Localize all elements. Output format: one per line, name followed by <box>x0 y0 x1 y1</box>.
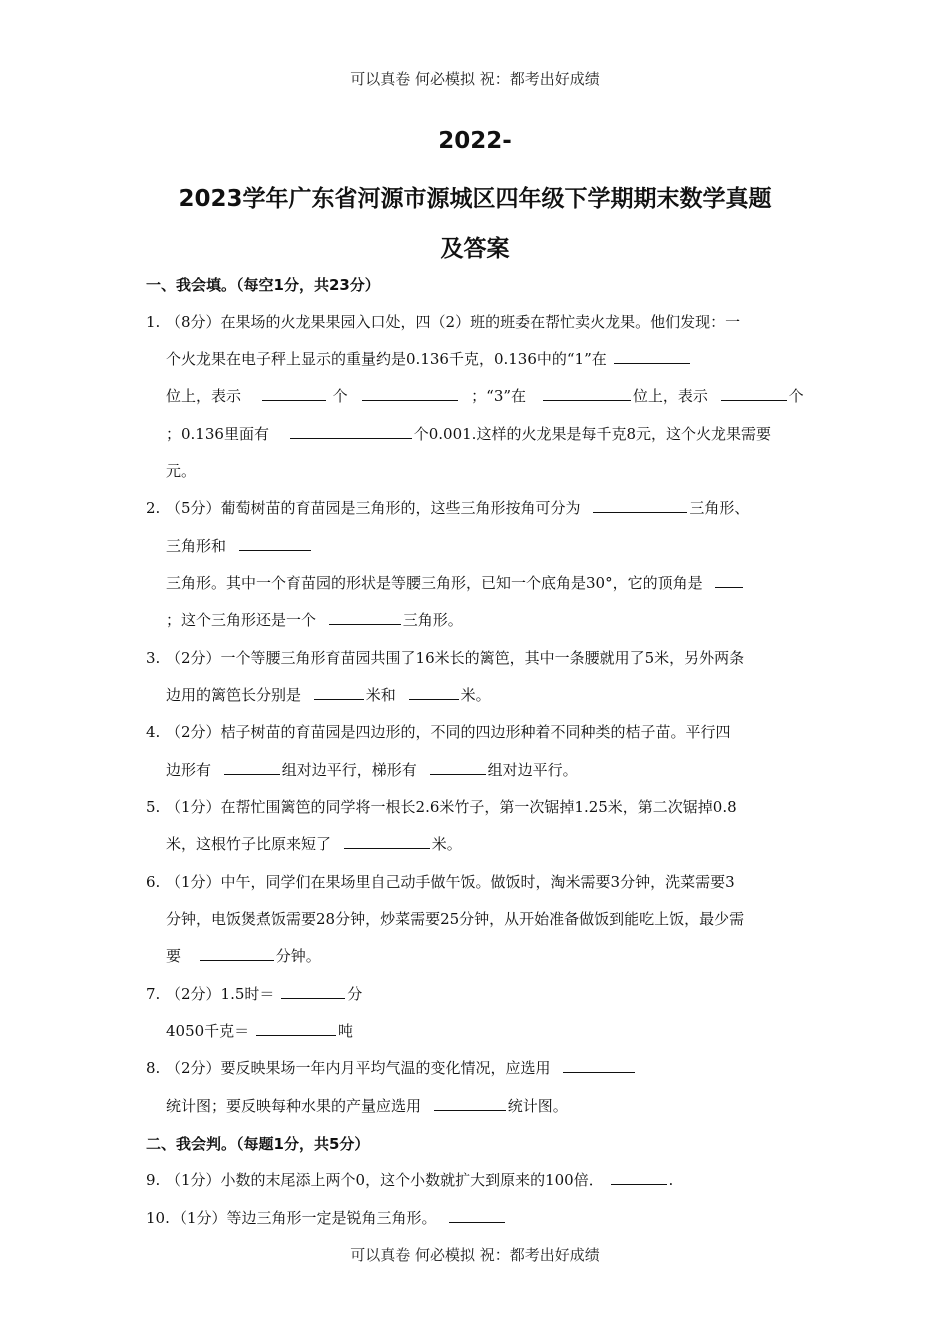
q2-text: 三角形。 <box>402 611 463 629</box>
answer-blank[interactable] <box>344 834 430 849</box>
question-8 <box>146 1058 637 1078</box>
q1-line-4 <box>166 424 771 444</box>
q2-line-3 <box>166 573 745 593</box>
section-2-heading: 二、我会判。（每题1分，共5分） <box>146 1135 370 1153</box>
q1-line-5: 元。 <box>166 462 197 480</box>
q6-text: （1分）中午，同学们在果场里自己动手做午饭。做饭时，淘米需要3分钟，洗菜需要3 <box>166 873 735 891</box>
q1-text: 位上，表示 <box>166 387 242 405</box>
question-number: 1. <box>146 313 161 331</box>
question-4 <box>146 722 731 742</box>
question-number: 8. <box>146 1059 161 1077</box>
q1-text: 个0.001.这样的火龙果是每千克8元，这个火龙果需要 <box>413 425 771 443</box>
q4-text: 组对边平行。 <box>487 761 578 779</box>
question-6 <box>146 872 735 892</box>
question-number: 6. <box>146 873 161 891</box>
q7-text: （2分）1.5时＝ <box>166 985 275 1003</box>
answer-blank[interactable] <box>239 536 311 551</box>
q3-line-2 <box>166 685 491 705</box>
q1-text: 位上，表示 <box>632 387 708 405</box>
q7-text: 吨 <box>337 1022 353 1040</box>
q2-line-4 <box>166 610 463 630</box>
q3-text: 米。 <box>460 686 491 704</box>
question-2 <box>146 498 749 518</box>
question-number: 9. <box>146 1171 161 1189</box>
q1-line-3 <box>166 386 804 406</box>
question-9 <box>146 1170 673 1190</box>
answer-blank[interactable] <box>721 386 787 401</box>
q2-text: 三角形。其中一个育苗园的形状是等腰三角形，已知一个底角是30°，它的顶角是 <box>166 574 703 592</box>
answer-blank[interactable] <box>434 1096 506 1111</box>
q7-text: 分 <box>347 985 363 1003</box>
question-number: 3. <box>146 649 161 667</box>
title-line-3: 及答案 <box>440 236 510 262</box>
q1-text: ；0.136里面有 <box>166 425 269 443</box>
answer-blank[interactable] <box>290 424 412 439</box>
answer-blank[interactable] <box>281 984 345 999</box>
q1-line-1: （8分）在果场的火龙果果园入口处，四（2）班的班委在帮忙卖火龙果。他们发现：一 <box>166 313 741 331</box>
question-number: 5. <box>146 798 161 816</box>
answer-blank[interactable] <box>563 1058 635 1073</box>
q3-text: 边用的篱笆长分别是 <box>166 686 302 704</box>
answer-blank[interactable] <box>614 349 690 364</box>
q2-text: 三角形、 <box>689 499 750 517</box>
q3-text: （2分）一个等腰三角形育苗园共围了16米长的篱笆，其中一条腰就用了5米，另外两条 <box>166 649 745 667</box>
answer-blank[interactable] <box>715 573 743 588</box>
q4-text: 边形有 <box>166 761 212 779</box>
q6-text: 分钟。 <box>275 947 321 965</box>
q1-line-2 <box>166 349 692 369</box>
q1-text: ；“3”在 <box>471 387 527 405</box>
answer-blank[interactable] <box>409 685 459 700</box>
question-5 <box>146 797 737 817</box>
q5-text: 米，这根竹子比原来短了 <box>166 835 332 853</box>
answer-blank[interactable] <box>593 498 687 513</box>
q5-line-2 <box>166 834 462 854</box>
q3-text: 米和 <box>365 686 396 704</box>
question-3 <box>146 648 744 668</box>
q5-text: （1分）在帮忙围篱笆的同学将一根长2.6米竹子，第一次锯掉1.25米，第二次锯掉0.8 <box>166 798 737 816</box>
answer-blank[interactable] <box>314 685 364 700</box>
q4-text: 组对边平行，梯形有 <box>281 761 417 779</box>
q5-text: 米。 <box>431 835 462 853</box>
q6-text: 要 <box>166 947 182 965</box>
q7-text: 4050千克＝ <box>166 1022 250 1040</box>
answer-blank[interactable] <box>224 760 280 775</box>
section-1-heading: 一、我会填。（每空1分，共23分） <box>146 276 380 294</box>
answer-blank[interactable] <box>362 386 458 401</box>
q8-text: 统计图；要反映每种水果的产量应选用 <box>166 1097 422 1115</box>
q9-text: . <box>668 1171 674 1189</box>
q4-text: （2分）桔子树苗的育苗园是四边形的，不同的四边形种着不同种类的桔子苗。平行四 <box>166 723 731 741</box>
answer-blank[interactable] <box>262 386 326 401</box>
answer-blank[interactable] <box>200 946 274 961</box>
q4-line-2 <box>166 760 578 780</box>
q6-line-2: 分钟，电饭煲煮饭需要28分钟，炒菜需要25分钟，从开始准备做饭到能吃上饭，最少需 <box>166 910 745 928</box>
answer-blank[interactable] <box>329 610 401 625</box>
page-footer: 可以真卷 何必模拟 祝：都考出好成绩 <box>350 1246 600 1264</box>
q2-text: ；这个三角形还是一个 <box>166 611 317 629</box>
q6-line-3 <box>166 946 321 966</box>
answer-blank[interactable] <box>543 386 631 401</box>
question-number: 7. <box>146 985 161 1003</box>
q2-line-2 <box>166 536 313 556</box>
q8-text: （2分）要反映果场一年内月平均气温的变化情况，应选用 <box>166 1059 551 1077</box>
title-line-1: 2022- <box>438 128 512 154</box>
title-line-2: 2023学年广东省河源市源城区四年级下学期期末数学真题 <box>178 186 772 212</box>
q1-text: 个火龙果在电子秤上显示的重量约是0.136千克，0.136中的“1”在 <box>166 350 607 368</box>
page-header: 可以真卷 何必模拟 祝：都考出好成绩 <box>350 70 600 88</box>
answer-blank[interactable] <box>611 1170 667 1185</box>
question-number: 10. <box>146 1209 170 1227</box>
q9-text: （1分）小数的末尾添上两个0，这个小数就扩大到原来的100倍． <box>166 1171 604 1189</box>
question-10 <box>146 1208 507 1228</box>
q1-text: 个 <box>788 387 804 405</box>
answer-blank[interactable] <box>449 1208 505 1223</box>
question-1 <box>146 312 740 332</box>
q10-text: （1分）等边三角形一定是锐角三角形。 <box>172 1209 437 1227</box>
question-number: 4. <box>146 723 161 741</box>
answer-blank[interactable] <box>256 1021 336 1036</box>
question-7 <box>146 984 362 1004</box>
q8-text: 统计图。 <box>507 1097 568 1115</box>
question-number: 2. <box>146 499 161 517</box>
q2-text: 三角形和 <box>166 537 227 555</box>
q1-text: 个 <box>332 387 348 405</box>
q7-line-2 <box>166 1021 353 1041</box>
q8-line-2 <box>166 1096 568 1116</box>
q2-text: （5分）葡萄树苗的育苗园是三角形的，这些三角形按角可分为 <box>166 499 581 517</box>
answer-blank[interactable] <box>430 760 486 775</box>
